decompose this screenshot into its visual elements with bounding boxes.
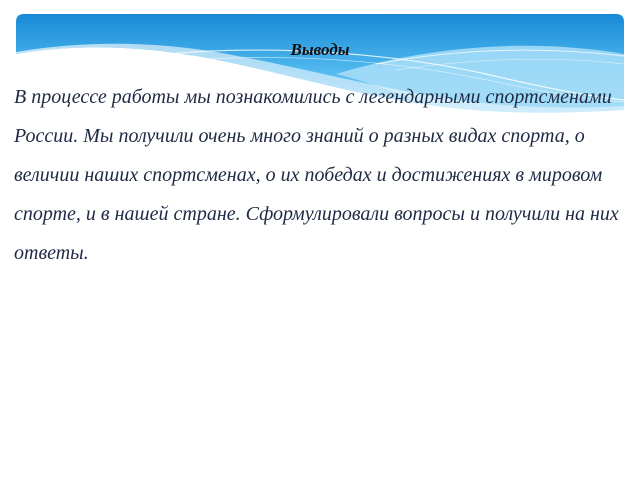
slide-title: Выводы bbox=[290, 40, 350, 59]
body-paragraph: В процессе работы мы познакомились с легендарными спортсменами России. Мы получили очень много знаний о разных видах спорта, о величии наших спортсменах, о их победах и достижениях в мировом спорте, и в нашей стране. Сформулировали вопросы и получили на них ответы. bbox=[14, 86, 619, 264]
